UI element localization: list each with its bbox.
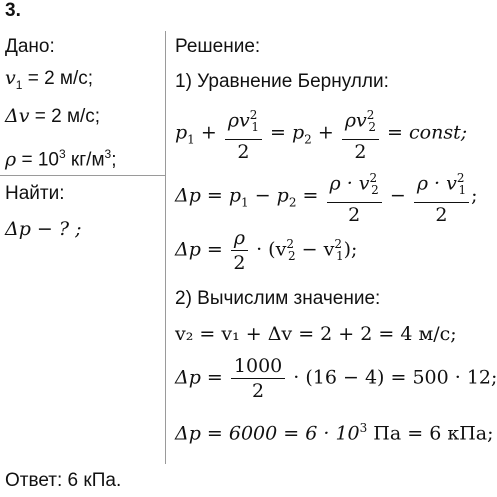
given-dv: Δv = 2 м/с; — [5, 105, 101, 127]
given-label: Дано: — [5, 36, 55, 57]
step1-heading: 1) Уравнение Бернулли: — [175, 71, 389, 92]
simplified-equation: Δp = $\frac{\rho}{2}$ · $(v^2_2 - v^2_1)$; — [175, 227, 358, 274]
find-value: Δp − ? ; — [5, 218, 82, 240]
given-v1: $v_1 = 2$ м/с; — [5, 67, 94, 92]
solution-label: Решение: — [175, 36, 261, 57]
bernoulli-equation: $p_1$ + $\frac{\rho v^2_1}{2}$ = $p_2$ + $\frac{\rho v^2_2}{2}$ = const; — [175, 104, 467, 163]
numeric-calculation: Δp = $\frac{1000}{2}$ · (16 − 4) = 500 · 12; — [175, 355, 497, 402]
v2-calculation: v₂ = v₁ + Δv = 2 + 2 = 4 м/с; — [175, 323, 457, 345]
answer: Ответ: 6 кПа. — [5, 470, 122, 491]
result-equation: $\Delta p = 6000 = 6 \cdot 10^3$ Па = 6 кПа; — [175, 421, 494, 445]
pressure-difference-equation: $\Delta p = p_1 - p_2$ = $\frac{\rho \cdot v^2_2}{2}$ − $\frac{\rho \cdot v^2_1}{2}$ ; — [175, 167, 478, 226]
horizontal-divider — [0, 175, 165, 176]
find-label: Найти: — [5, 183, 65, 204]
problem-number: 3. — [5, 0, 21, 21]
step2-heading: 2) Вычислим значение: — [175, 288, 381, 309]
vertical-divider — [165, 31, 166, 464]
given-rho: $\rho = 10^3$ $кг/м^3$; — [5, 147, 117, 171]
